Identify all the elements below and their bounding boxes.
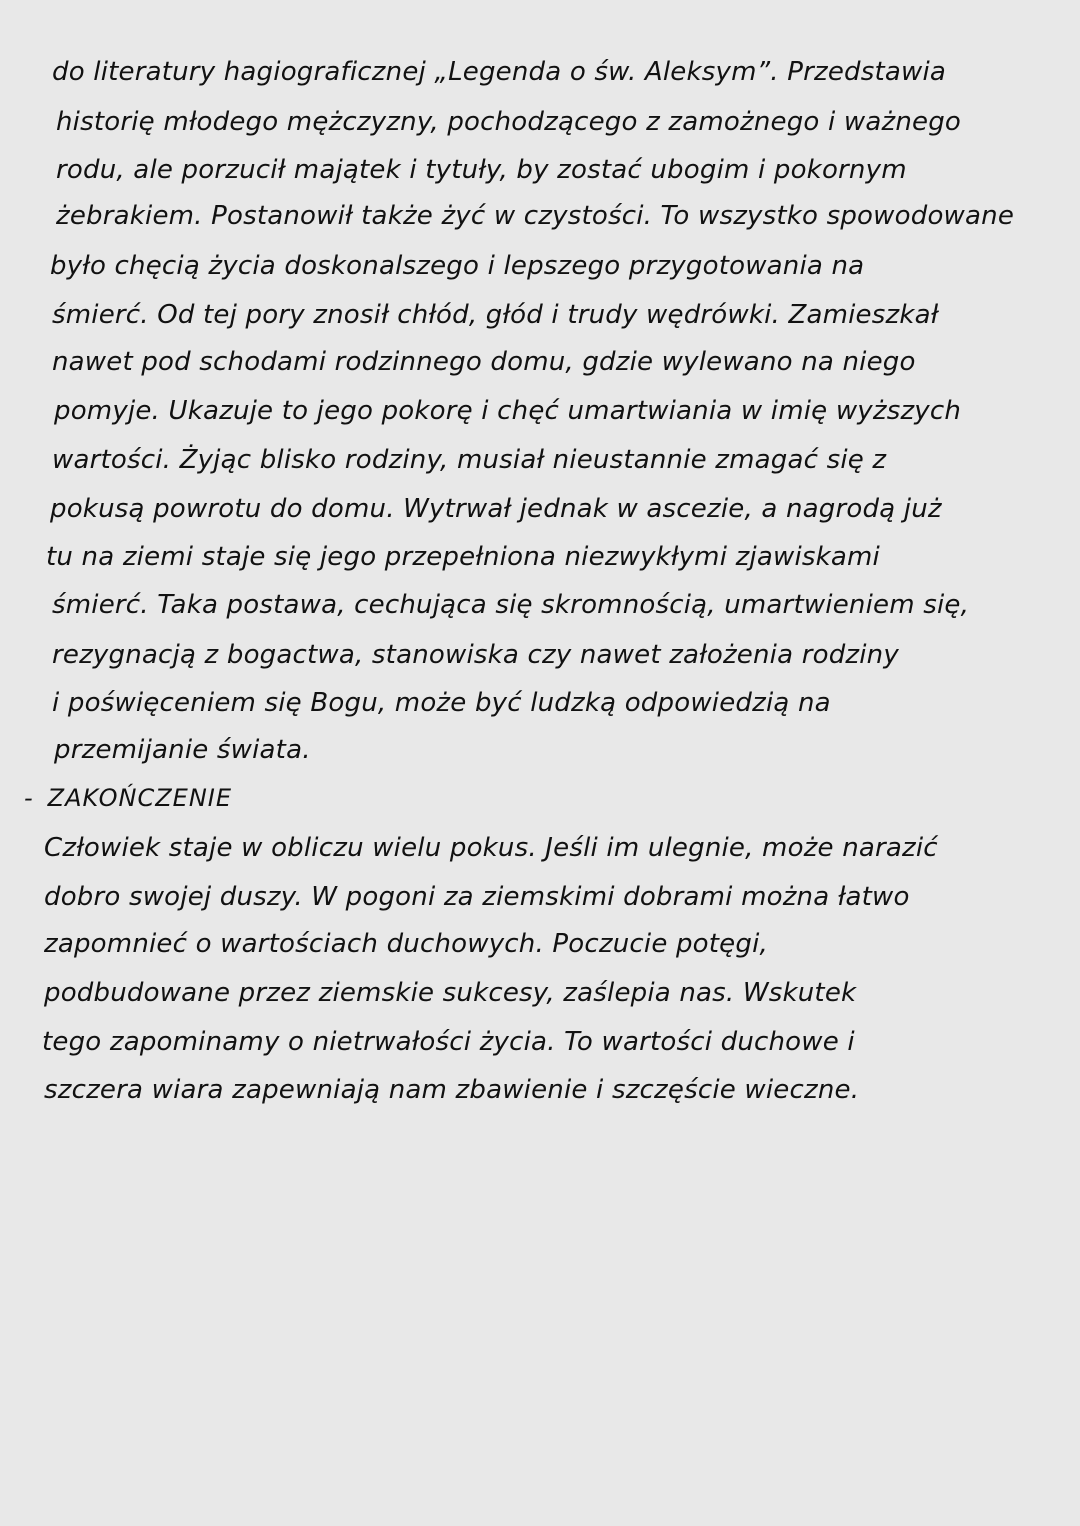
section-heading	[24, 781, 232, 815]
conclusion-line-5: tego zapominamy o nietrwałości życia. To wartości duchowe i	[42, 1027, 855, 1057]
body-line-10: pokusą powrotu do domu. Wytrwał jednak w ascezie, a nagrodą już	[50, 494, 942, 524]
body-line-2: historię młodego mężczyzny, pochodzącego z zamożnego i ważnego	[56, 107, 962, 137]
conclusion-line-3: zapomnieć o wartościach duchowych. Poczucie potęgi,	[44, 929, 768, 959]
heading-title: ZAKOŃCZENIE	[47, 784, 233, 812]
body-line-6: śmierć. Od tej pory znosił chłód, głód i trudy wędrówki. Zamieszkał	[52, 300, 939, 330]
conclusion-line-6: szczera wiara zapewniają nam zbawienie i szczęście wieczne.	[44, 1075, 860, 1105]
body-line-15: przemijanie świata.	[54, 735, 311, 765]
body-line-12: śmierć. Taka postawa, cechująca się skromnością, umartwieniem się,	[52, 590, 970, 620]
body-line-1: do literatury hagiograficznej „Legenda o św. Aleksym”. Przedstawia	[52, 57, 947, 87]
body-line-7: nawet pod schodami rodzinnego domu, gdzie wylewano na niego	[52, 347, 916, 377]
conclusion-line-2: dobro swojej duszy. W pogoni za ziemskimi dobrami można łatwo	[44, 882, 910, 912]
body-line-3: rodu, ale porzucił majątek i tytuły, by zostać ubogim i pokornym	[56, 155, 907, 185]
body-line-4: żebrakiem. Postanowił także żyć w czystości. To wszystko spowodowane	[56, 201, 1015, 231]
conclusion-line-4: podbudowane przez ziemskie sukcesy, zaślepia nas. Wskutek	[44, 978, 857, 1008]
body-line-9: wartości. Żyjąc blisko rodziny, musiał nieustannie zmagać się z	[52, 445, 887, 475]
body-line-5: było chęcią życia doskonalszego i lepszego przygotowania na	[50, 251, 865, 281]
heading-dash: -	[24, 784, 34, 812]
body-line-14: i poświęceniem się Bogu, może być ludzką odpowiedzią na	[52, 688, 831, 718]
body-line-11: tu na ziemi staje się jego przepełniona niezwykłymi zjawiskami	[46, 542, 880, 572]
body-line-13: rezygnacją z bogactwa, stanowiska czy nawet założenia rodziny	[52, 640, 899, 670]
body-line-8: pomyje. Ukazuje to jego pokorę i chęć umartwiania w imię wyższych	[54, 396, 962, 426]
conclusion-line-1: Człowiek staje w obliczu wielu pokus. Jeśli im ulegnie, może narazić	[44, 833, 938, 863]
